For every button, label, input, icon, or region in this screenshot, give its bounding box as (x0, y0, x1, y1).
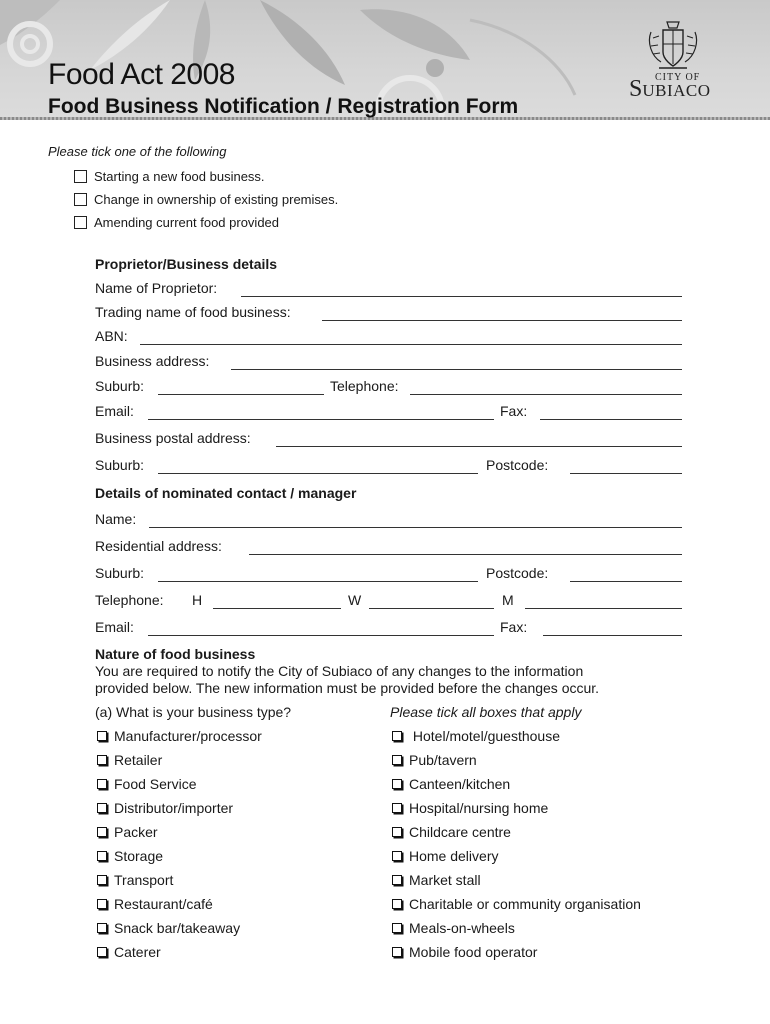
label-phone-work: W (348, 592, 362, 608)
type-option-hospital[interactable] (392, 800, 548, 816)
field-fax[interactable] (540, 419, 682, 420)
type-label: Manufacturer/processor (114, 728, 262, 744)
type-label: Meals-on-wheels (409, 920, 515, 936)
label-postal-address: Business postal address: (95, 430, 251, 446)
type-option-hotel[interactable] (392, 728, 560, 744)
label-contact-name: Name: (95, 511, 137, 527)
type-label: Pub/tavern (409, 752, 477, 768)
type-label: Home delivery (409, 848, 499, 864)
tick-intro: Please tick one of the following (48, 144, 227, 159)
business-type-hint: Please tick all boxes that apply (390, 704, 582, 720)
section-heading-contact: Details of nominated contact / manager (95, 485, 357, 501)
field-contact-fax[interactable] (543, 635, 682, 636)
field-contact-postcode[interactable] (570, 581, 682, 582)
option-label: Change in ownership of existing premises. (94, 192, 339, 207)
type-option-mobile-food[interactable] (392, 944, 537, 960)
label-fax: Fax: (500, 403, 528, 419)
type-option-snack-bar[interactable] (97, 920, 240, 936)
label-contact-postcode: Postcode: (486, 565, 549, 581)
checkbox[interactable] (97, 779, 107, 789)
type-option-caterer[interactable] (97, 944, 161, 960)
checkbox[interactable] (74, 193, 87, 206)
type-label: Charitable or community organisation (409, 896, 641, 912)
type-option-transport[interactable] (97, 872, 173, 888)
field-proprietor-name[interactable] (241, 296, 682, 297)
field-contact-email[interactable] (148, 635, 494, 636)
type-label: Restaurant/café (114, 896, 213, 912)
logo-initial: S (629, 76, 643, 102)
nature-instructions (95, 663, 735, 697)
type-label: Snack bar/takeaway (114, 920, 241, 936)
type-option-retailer[interactable] (97, 752, 162, 768)
field-residential-address[interactable] (249, 554, 682, 555)
field-phone-mobile[interactable] (525, 608, 682, 609)
checkbox[interactable] (97, 923, 107, 933)
checkbox[interactable] (97, 851, 107, 861)
nature-line-1: You are required to notify the City of Subiaco of any changes to the information (95, 663, 584, 679)
type-label: Caterer (114, 944, 161, 960)
checkbox[interactable] (392, 851, 402, 861)
type-option-packer[interactable] (97, 824, 158, 840)
type-option-canteen[interactable] (392, 776, 510, 792)
crest-logo-icon (645, 18, 701, 72)
business-type-question: (a) What is your business type? (95, 704, 292, 720)
checkbox[interactable] (74, 216, 87, 229)
type-label: Childcare centre (409, 824, 511, 840)
checkbox[interactable] (97, 899, 107, 909)
checkbox[interactable] (97, 947, 107, 957)
checkbox[interactable] (97, 875, 107, 885)
checkbox[interactable] (97, 803, 107, 813)
field-postal-suburb[interactable] (158, 473, 478, 474)
type-option-food-service[interactable] (97, 776, 196, 792)
checkbox[interactable] (392, 947, 402, 957)
field-business-address[interactable] (231, 369, 682, 370)
type-label: Transport (114, 872, 174, 888)
nature-line-2: provided below. The new information must be provided before the changes occur. (95, 680, 600, 696)
label-suburb: Suburb: (95, 378, 145, 394)
checkbox[interactable] (392, 731, 402, 741)
field-email[interactable] (148, 419, 494, 420)
option-change-ownership[interactable] (74, 192, 338, 207)
label-telephone: Telephone: (330, 378, 399, 394)
type-label: Distributor/importer (114, 800, 234, 816)
type-label: Mobile food operator (409, 944, 538, 960)
checkbox[interactable] (392, 875, 402, 885)
type-label: Market stall (409, 872, 481, 888)
type-label: Canteen/kitchen (409, 776, 511, 792)
field-phone-work[interactable] (369, 608, 494, 609)
type-label: Retailer (114, 752, 163, 768)
label-trading-name: Trading name of food business: (95, 304, 291, 320)
type-label: Food Service (114, 776, 197, 792)
field-contact-suburb[interactable] (158, 581, 478, 582)
type-label: Storage (114, 848, 164, 864)
option-label: Amending current food provided (94, 215, 280, 230)
option-label: Starting a new food business. (94, 169, 265, 184)
checkbox[interactable] (74, 170, 87, 183)
label-postal-suburb: Suburb: (95, 457, 145, 473)
field-postal-address[interactable] (276, 446, 682, 447)
type-option-restaurant[interactable] (97, 896, 213, 912)
logo-city-of: CITY OF (655, 72, 701, 83)
logo-subiaco (629, 76, 711, 103)
type-option-storage[interactable] (97, 848, 163, 864)
checkbox[interactable] (392, 923, 402, 933)
checkbox[interactable] (97, 827, 107, 837)
checkbox[interactable] (392, 755, 402, 765)
page-title: Food Act 2008 (48, 58, 235, 91)
type-option-charitable[interactable] (392, 896, 641, 912)
label-postcode: Postcode: (486, 457, 549, 473)
checkbox[interactable] (97, 755, 107, 765)
type-label: Packer (114, 824, 158, 840)
section-heading-nature: Nature of food business (95, 646, 256, 662)
label-abn: ABN: (95, 328, 128, 344)
checkbox[interactable] (97, 731, 107, 741)
label-business-address: Business address: (95, 353, 210, 369)
type-option-pub[interactable] (392, 752, 477, 768)
label-email: Email: (95, 403, 134, 419)
field-trading-name[interactable] (322, 320, 682, 321)
checkbox[interactable] (392, 779, 402, 789)
type-label: Hospital/nursing home (409, 800, 549, 816)
label-contact-fax: Fax: (500, 619, 528, 635)
type-option-distributor[interactable] (97, 800, 233, 816)
label-contact-email: Email: (95, 619, 134, 635)
label-phone-mobile: M (502, 592, 514, 608)
section-heading-proprietor: Proprietor/Business details (95, 256, 278, 272)
type-label: Hotel/motel/guesthouse (409, 728, 560, 744)
checkbox[interactable] (392, 803, 402, 813)
logo-rest: UBIACO (642, 81, 711, 100)
label-contact-suburb: Suburb: (95, 565, 145, 581)
page-subtitle: Food Business Notification / Registration Form (48, 95, 519, 118)
label-contact-telephone: Telephone: (95, 592, 164, 608)
header-banner (0, 0, 770, 120)
field-postcode[interactable] (570, 473, 682, 474)
type-option-home-delivery[interactable] (392, 848, 498, 864)
checkbox[interactable] (392, 827, 402, 837)
type-option-market-stall[interactable] (392, 872, 481, 888)
label-proprietor-name: Name of Proprietor: (95, 280, 218, 296)
option-amending-food[interactable] (74, 215, 279, 230)
field-telephone[interactable] (410, 394, 682, 395)
field-suburb[interactable] (158, 394, 324, 395)
type-option-manufacturer[interactable] (97, 728, 262, 744)
option-new-business[interactable] (74, 169, 265, 184)
field-abn[interactable] (140, 344, 682, 345)
field-phone-home[interactable] (213, 608, 341, 609)
label-residential-address: Residential address: (95, 538, 222, 554)
field-contact-name[interactable] (149, 527, 682, 528)
type-option-childcare[interactable] (392, 824, 511, 840)
type-option-meals-on-wheels[interactable] (392, 920, 515, 936)
label-phone-home: H (192, 592, 203, 608)
checkbox[interactable] (392, 899, 402, 909)
